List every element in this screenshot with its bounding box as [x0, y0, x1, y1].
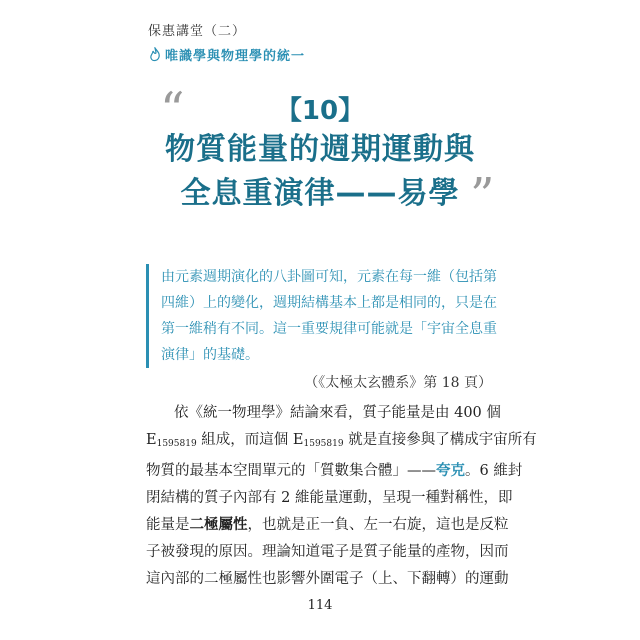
body-paragraph	[146, 400, 537, 593]
body-line	[146, 400, 502, 427]
bipolar-emphasis: 二極屬性	[189, 517, 248, 533]
body-line: 閉結構的質子內部有 2 維能量運動，呈現一種對稱性，即	[146, 490, 513, 506]
quote-line: 四維）上的變化，週期結構基本上都是相同的，只是在	[161, 295, 497, 311]
epigraph-quote	[146, 264, 503, 368]
body-line	[146, 512, 509, 539]
close-quote-mark: ”	[470, 168, 495, 224]
chapter-number: 【10】	[275, 96, 365, 126]
body-text-span: 就是直接參與了構成宇宙所有	[343, 432, 537, 448]
body-line	[146, 427, 537, 458]
open-quote-mark: “	[160, 82, 185, 138]
body-text-span: 物質的最基本空間單元的「質數集合體」——	[146, 463, 436, 479]
quote-line: 演律」的基礎。	[161, 347, 259, 363]
quote-line: 第一維稍有不同。這一重要規律可能就是「宇宙全息重	[161, 321, 497, 337]
body-text-span: 依《統一物理學》結論來看，質子能量是由 400 個	[174, 405, 501, 421]
book-title: 唯識學與物理學的統一	[165, 49, 306, 64]
quark-highlight: 夸克	[436, 463, 465, 479]
quote-citation: （《太極太玄體系》第 18 頁）	[304, 375, 492, 391]
body-line	[146, 458, 523, 485]
running-header	[148, 20, 305, 64]
body-line: 這內部的二極屬性也影響外圍電子（上、下翻轉）的運動	[146, 571, 509, 587]
energy-subscript: 1595819	[303, 439, 344, 449]
flame-icon	[148, 47, 162, 63]
body-line: 子被發現的原因。理論知道電子是質子能量的產物，因而	[146, 544, 509, 560]
book-title-row	[148, 45, 305, 64]
page-number: 114	[307, 598, 333, 613]
body-text-span: 組成，而這個 E	[196, 432, 304, 448]
series-title: 保惠講堂（二）	[148, 24, 247, 39]
body-text-span: 。6 維封	[465, 463, 523, 479]
body-text-span: E	[146, 432, 157, 448]
body-text-span: 能量是	[146, 517, 190, 533]
chapter-title-line-2: 全息重演律——易學	[180, 176, 460, 211]
body-text-span: ，也就是正一負、左一右旋，這也是反粒	[247, 517, 509, 533]
quote-line: 由元素週期演化的八卦圖可知，元素在每一維（包括第	[161, 269, 497, 285]
energy-subscript: 1595819	[156, 439, 197, 449]
chapter-title-line-1: 物質能量的週期運動與	[165, 132, 475, 167]
